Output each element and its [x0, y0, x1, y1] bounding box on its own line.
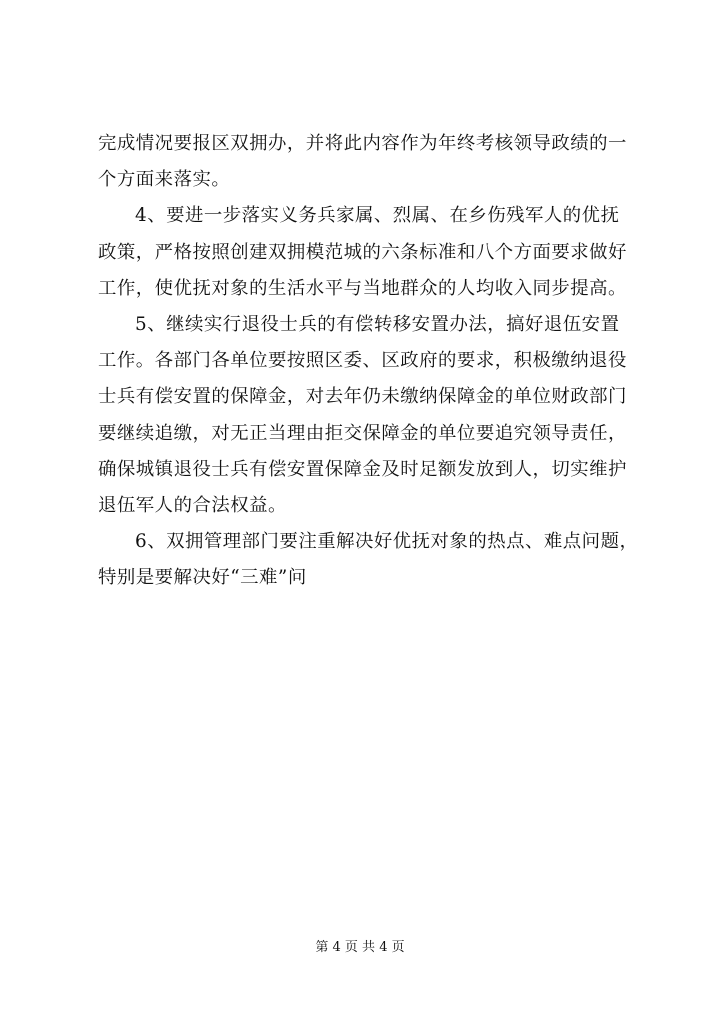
- text-line: 确保城镇退役士兵有偿安置保障金及时足额发放到人，切实维护: [98, 458, 627, 480]
- paragraph-start-line: 6、双拥管理部门要注重解决好优抚对象的热点、难点问题，: [135, 531, 639, 553]
- paragraph-start-line: 4、要进一步落实义务兵家属、烈属、在乡伤残军人的优抚: [135, 205, 620, 227]
- text-line: 特别是要解决好“三难”问: [98, 567, 307, 589]
- text-line: 政策，严格按照创建双拥模范城的六条标准和八个方面要求做好: [98, 241, 627, 263]
- text-line: 要继续追缴，对无正当理由拒交保障金的单位要追究领导责任，: [98, 422, 627, 444]
- paragraph-start-line: 5、继续实行退役士兵的有偿转移安置办法，搞好退伍安置: [135, 313, 620, 335]
- text-line: 退伍军人的合法权益。: [98, 494, 287, 516]
- page-number: 第 4 页 共 4 页: [315, 940, 405, 955]
- text-line: 士兵有偿安置的保障金，对去年仍未缴纳保障金的单位财政部门: [98, 386, 627, 408]
- page-footer: [0, 938, 720, 958]
- text-line: 工作，使优抚对象的生活水平与当地群众的人均收入同步提高。: [98, 277, 627, 299]
- document-body: [98, 129, 646, 599]
- text-line: 工作。各部门各单位要按照区委、区政府的要求，积极缴纳退役: [98, 350, 627, 372]
- text-line: 个方面来落实。: [98, 169, 231, 191]
- text-line: 完成情况要报区双拥办，并将此内容作为年终考核领导政绩的一: [98, 133, 627, 154]
